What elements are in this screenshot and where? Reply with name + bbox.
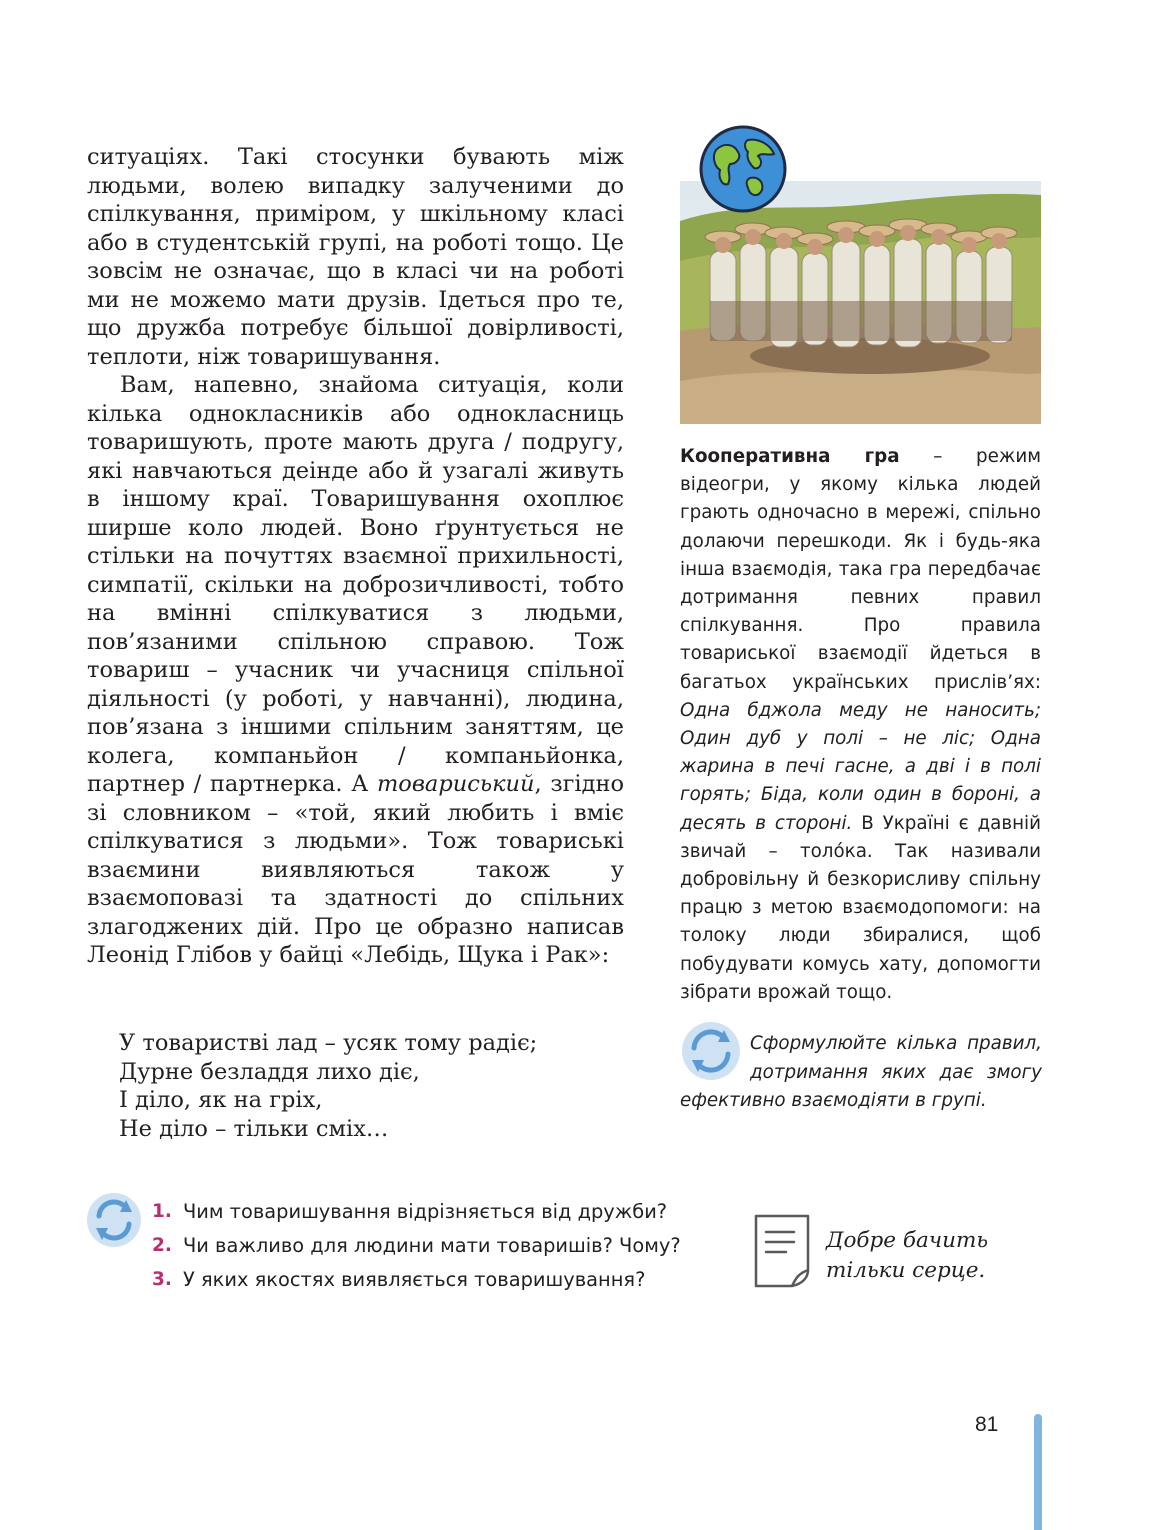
paragraph-2-part-a: Вам, напевно, знайома ситуація, коли кілька однокласників або однокласниць товаришують, проте мають друга / подругу, які навчаються деінде або й узагалі живуть в іншому краї. Товаришування охоплює ширше коло людей. Воно ґрунтується не стільки на почуттях взаємної прихильності, симпатії, скільки на доброзичливості, тобто на вмінні спілкуватися з людьми, пов’язаними спільною справою. Тож товариш – учасник чи учасниця спільної діяльності (у роботі, у навчанні), людина, пов’язана з іншими спільним заняттям, це колега, компаньйон / компаньйонка, партнер / партнерка. А — [87, 372, 624, 797]
paragraph-2-part-b: , згідно зі словником – «той, який любить і вміє спілкуватися з людьми». Тож товариські взаємини виявляються також у взаємоповазі та здатності до спільних злагоджених дій. Про це образно написав Леонід Глібов у байці «Лебідь, Щука і Рак»: — [87, 771, 624, 968]
quote — [826, 1226, 1026, 1286]
question-number: 3. — [152, 1269, 172, 1290]
term-tovaryskyi: товариський — [376, 771, 535, 797]
question-item — [152, 1232, 712, 1260]
question-number: 2. — [152, 1235, 172, 1256]
question-text: Чим товаришування відрізняється від дружби? — [183, 1200, 668, 1223]
sidebar-proverbs: Одна бджола меду не наносить; Один дуб у полі – не ліс; Одна жарина в печі гасне, а дві і в полі горять; Біда, коли один в бороні, а десять в стороні. — [680, 699, 1041, 834]
task-icon-gap — [680, 1030, 750, 1082]
photo-cooperative-group — [680, 181, 1041, 424]
poem-excerpt — [119, 1029, 639, 1143]
sidebar-term: Кооперативна гра — [680, 446, 900, 467]
question-item — [152, 1198, 712, 1226]
question-item — [152, 1266, 712, 1294]
note-page-icon — [752, 1212, 816, 1290]
sidebar-tail-text: В Україні є давній звичай – толо́ка. Так називали добровільну й безкорисливу спільну працю з метою взаємодопомоги: на толоку люди збиралися, щоб побудувати комусь хату, допомогти зібрати врожай тощо. — [680, 812, 1042, 1003]
main-text-column — [87, 143, 624, 970]
page-number: 81 — [975, 1413, 999, 1436]
question-number: 1. — [152, 1201, 172, 1222]
globe-icon — [698, 124, 788, 214]
question-text: У яких якостях виявляється товаришування? — [183, 1268, 646, 1291]
sidebar-definition — [680, 443, 1041, 1007]
review-questions — [152, 1198, 712, 1300]
poem-line: І діло, як на гріх, — [119, 1087, 323, 1114]
quote-line: тільки серце. — [826, 1258, 986, 1283]
sidebar-definition-text: – режим відеогри, у якому кілька людей грають одночасно в мережі, спільно долаючи перешкоди. Як і будь-яка інша взаємодія, така гра передбачає дотримання певних правил спілкування. Про правила товариської взаємодії йдеться в багатьох українських прислів’ях: — [680, 446, 1041, 693]
poem-line: Дурне безладдя лихо діє, — [119, 1058, 420, 1085]
refresh-icon — [86, 1189, 142, 1251]
page-edge-bar — [1034, 1414, 1042, 1530]
task-assignment — [680, 1030, 1042, 1116]
task-text: Сформулюйте кілька правил, дотримання яких дає змогу ефективно взаємодіяти в групі. — [680, 1033, 1042, 1111]
question-text: Чи важливо для людини мати товаришів? Чому? — [183, 1234, 681, 1257]
paragraph-1: ситуаціях. Такі стосунки бувають між людьми, волею випадку залученими до спілкування, приміром, у шкільному класі або в студентській групі, на роботі тощо. Це зовсім не означає, що в класі чи на роботі ми не можемо мати друзів. Ідеться про те, що дружба потребує більшої довірливості, теплоти, ніж товаришування. — [87, 144, 624, 370]
poem-line: У товаристві лад – усяк тому радіє; — [119, 1030, 538, 1056]
poem-line: Не діло – тільки сміх… — [119, 1115, 389, 1142]
quote-line: Добре бачить — [826, 1228, 989, 1253]
paragraph-2 — [87, 371, 624, 970]
